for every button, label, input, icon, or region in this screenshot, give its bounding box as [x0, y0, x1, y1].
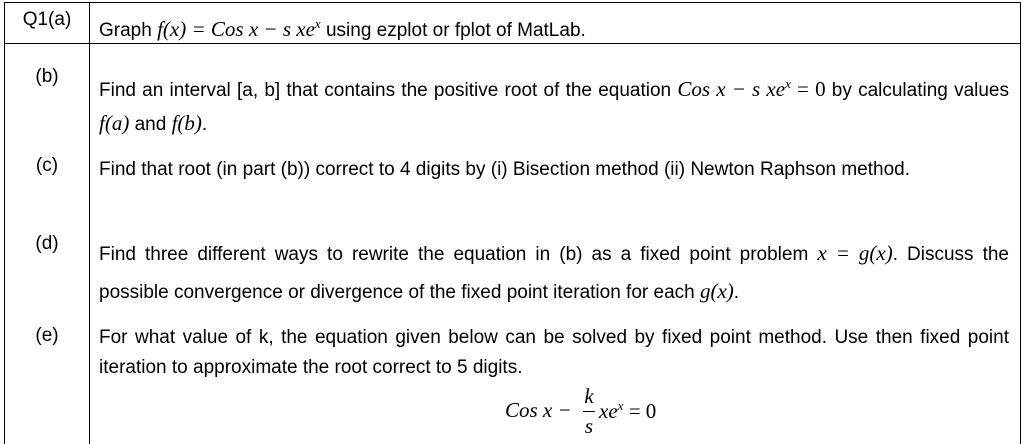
row-d-text-2: . Discuss the possible convergence or divergence of the fixed point iteration for each [99, 244, 1009, 303]
row-a-math: f(x) = Cos x − s $xe^x$ [157, 16, 321, 41]
row-d-text-3: . [733, 282, 740, 303]
equation-left: Cos x − [505, 398, 572, 422]
row-b-text-1: Find an interval [a, b] that contains the positive root of the equation [99, 80, 672, 101]
row-e-label: (e) [35, 325, 59, 346]
row-a-text [99, 7, 1009, 47]
row-b-math-2: f(a) [99, 111, 130, 135]
row-b-math-3: f(b) [171, 111, 202, 135]
row-e-equation [505, 384, 765, 439]
row-b-text [99, 67, 1009, 141]
row-c-label: (c) [35, 155, 59, 176]
question-table [4, 2, 1021, 444]
row-d-label: (d) [35, 233, 59, 254]
row-b-label: (b) [35, 66, 59, 87]
row-b-text-4: . [201, 114, 208, 135]
equation-denominator: s [584, 414, 594, 438]
row-b-math-1: Cos x − s $xe^x = 0$ [677, 76, 826, 101]
row-d-text-1: Find three different ways to rewrite the equation in (b) as a fixed point problem [99, 244, 809, 265]
row-d-math-1: x = g(x) [817, 241, 893, 265]
row-d-text [99, 235, 1009, 311]
column-divider [89, 3, 90, 444]
row-b-text-2: by calculating values [831, 80, 1009, 101]
equation-right: $xe^x = 0$ [599, 398, 657, 423]
row-c-text: Find that root (in part (b)) correct to 4 digits by (i) Bisection method (ii) Newton Raphson method. [99, 159, 911, 180]
row-b-text-3: and [134, 114, 167, 135]
row-d-math-2: g(x) [699, 279, 734, 303]
row-a-text-1: Graph [99, 20, 152, 41]
row-e-text: For what value of k, the equation given below can be solved by fixed point method. Use then fixed point iteration to approximate the root correct to 5 digits. [99, 327, 1009, 378]
row-a-text-2: using ezplot or fplot of MatLab. [325, 20, 586, 41]
row-a-label: Q1(a) [22, 9, 72, 30]
fraction-bar [583, 411, 595, 412]
equation-numerator: k [584, 384, 594, 408]
